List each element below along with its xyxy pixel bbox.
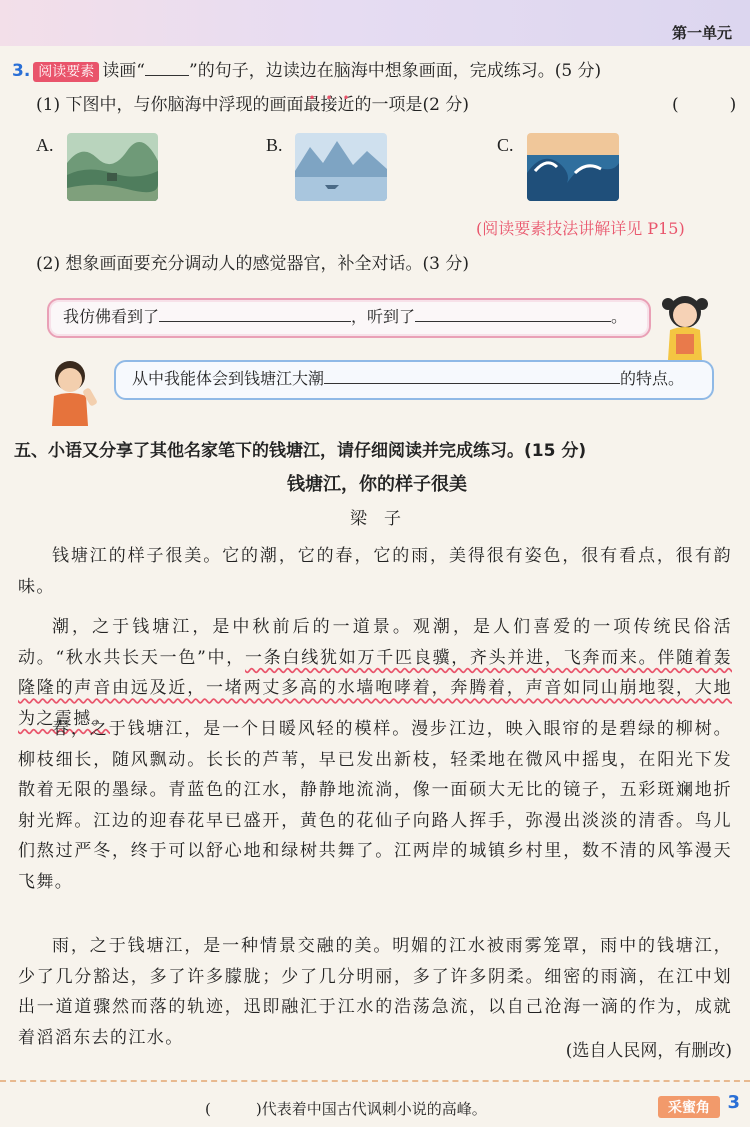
paragraph-1: 钱塘江的样子很美。它的潮，它的春，它的雨，美得很有姿色，很有看点，很有韵味。 <box>18 546 732 597</box>
paragraph-3: 春，之于钱塘江，是一个日暖风轻的模样。漫步江边，映入眼帘的是碧绿的柳树。柳枝细长，随风飘动。长长的芦苇，早已发出新枝，轻柔地在微风中摇曳，在阳光下发散着无限的墨绿。青蓝色的江水，静静地流淌，像一面硕大无比的镜子，五彩斑斓地折射光辉。江边的迎春花早已盛开，黄色的花仙子向路人挥手，弥漫出淡淡的清香。鸟儿们熬过严冬，终于可以舒心地和绿树共舞了。江两岸的城镇乡村里，数不清的风筝漫天飞舞。 <box>18 719 732 892</box>
unit-label: 第一单元 <box>671 24 732 42</box>
bubble1-part-b: ，听到了 <box>351 307 416 326</box>
bubble2-text <box>132 367 684 391</box>
option-b-label: B. <box>266 135 283 155</box>
passage-title: 钱塘江，你的样子很美 <box>287 474 467 495</box>
question-number: 3. <box>12 61 31 81</box>
bubble1-text <box>63 305 627 329</box>
section-heading: 五、小语又分享了其他名家笔下的钱塘江，请仔细阅读并完成练习。(15 分) <box>14 441 587 461</box>
speech-bubble-girl <box>47 298 651 338</box>
bubble1-blank-2[interactable] <box>415 321 611 322</box>
bubble1-part-a: 我仿佛看到了 <box>63 307 160 326</box>
source-note: (选自人民网，有删改) <box>565 1041 732 1061</box>
reading-tag: 阅读要素 <box>33 62 99 82</box>
option-c-image[interactable] <box>527 133 619 201</box>
brand-tag: 采蜜角 <box>658 1096 720 1118</box>
option-b-image[interactable] <box>295 133 387 201</box>
option-a-label: A. <box>36 135 54 155</box>
page-number: 3 <box>727 1092 740 1113</box>
option-c-label: C. <box>497 135 514 155</box>
bubble1-blank-1[interactable] <box>159 321 351 322</box>
header-bar <box>0 0 750 46</box>
girl-illustration <box>656 290 714 362</box>
q3-sub1 <box>36 92 469 118</box>
bubble2-blank[interactable] <box>324 383 620 384</box>
footer-question: ( )代表着中国古代讽刺小说的高峰。 <box>205 1100 487 1118</box>
bubble2-part-b: 的特点。 <box>620 369 685 388</box>
prompt-blank <box>145 75 189 76</box>
bubble2-part-a: 从中我能体会到钱塘江大潮 <box>132 369 325 388</box>
reference-note: (阅读要素技法讲解详见 P15) <box>476 219 685 238</box>
emphasis-char: 接 <box>320 95 338 115</box>
footer-divider <box>0 1080 750 1082</box>
emphasis-word <box>303 95 354 115</box>
option-a-image[interactable] <box>67 133 158 201</box>
wavy-underlined-sentence: 一条白线犹如万千匹良骥，齐头并进，飞奔而来。伴随着轰隆隆的声音由远及近，一堵两丈多高的水墙咆哮着，奔腾着，声音如同山崩地裂，大地为之震撼。 <box>18 647 732 729</box>
prompt-text-2: ”的句子，边读边在脑海中想象画面，完成练习。(5 分) <box>189 61 602 81</box>
bubble1-part-c: 。 <box>611 307 628 326</box>
boy-illustration <box>40 354 104 426</box>
q3-sub2: (2) 想象画面要充分调动人的感觉器官，补全对话。(3 分) <box>36 254 469 274</box>
answer-paren[interactable]: ( ) <box>672 95 737 115</box>
emphasis-char: 近 <box>337 95 355 115</box>
sub1-text-2: 的一项是(2 分) <box>354 95 469 115</box>
emphasis-char: 最 <box>303 95 321 115</box>
prompt-text: 读画“ <box>102 61 145 81</box>
passage-author: 梁 子 <box>350 509 401 529</box>
speech-bubble-boy <box>114 360 714 400</box>
paragraph-4: 雨，之于钱塘江，是一种情景交融的美。明媚的江水被雨雾笼罩，雨中的钱塘江，少了几分豁达，多了许多朦胧；少了几分明丽，多了许多阴柔。细密的雨滴，在江中划出一道道骤然而落的轨迹，迅即融汇于江水的浩荡急流，以自己沧海一滴的作为，成就着滔滔东去的江水。 <box>18 936 732 1048</box>
q3-prompt <box>12 58 601 84</box>
sub1-text: (1) 下图中，与你脑海中浮现的画面 <box>36 95 304 115</box>
paragraph-2-part-a: 潮，之于钱塘江，是中秋前后的一道景。观潮，是人们喜爱的一项传统民俗活动。“秋水共长天一色”中， <box>18 617 732 668</box>
